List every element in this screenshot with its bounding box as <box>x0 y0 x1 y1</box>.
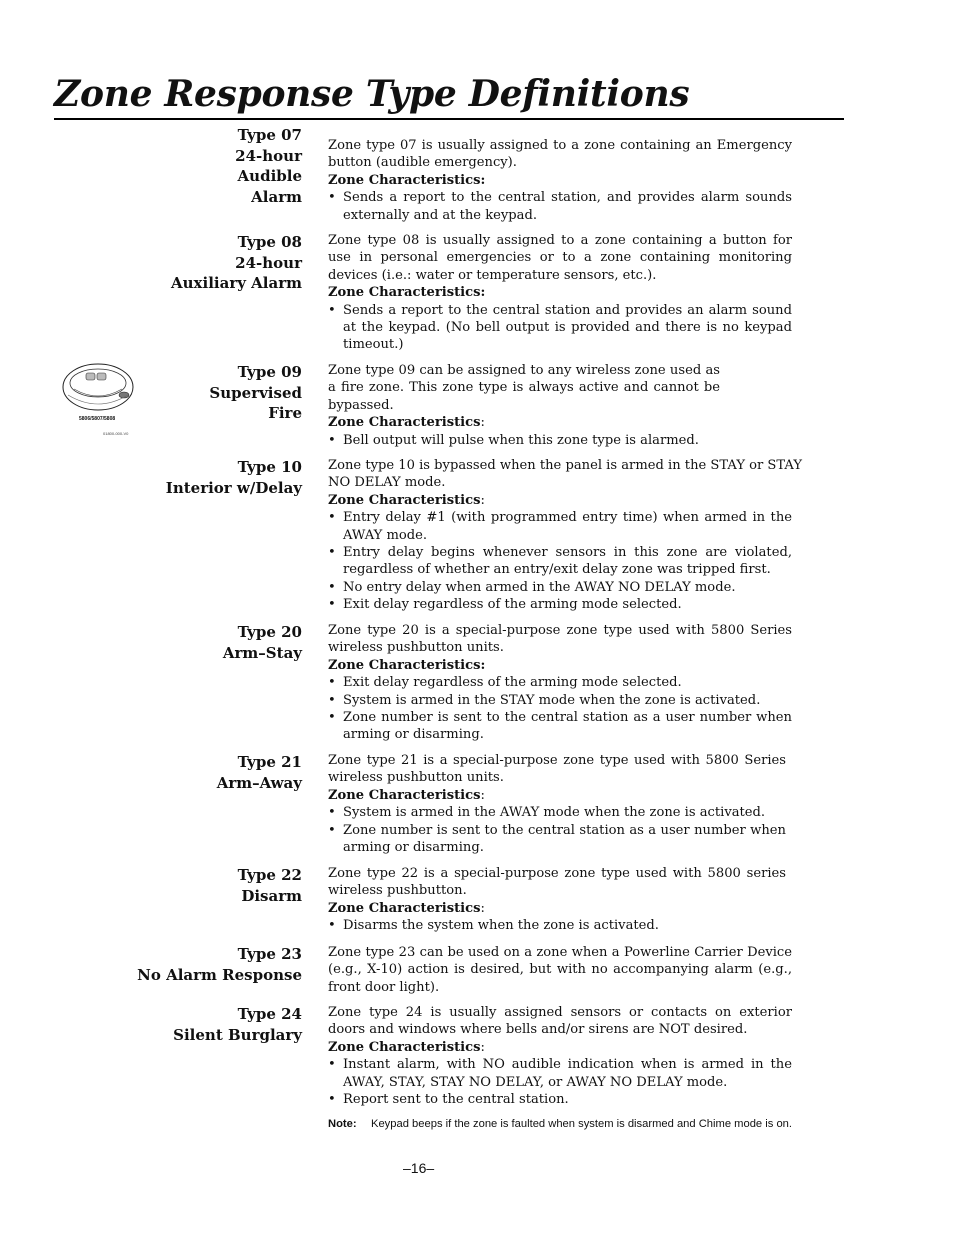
zone-type-body <box>328 622 792 744</box>
heading-line: Supervised <box>209 383 302 402</box>
zone-type-heading <box>235 125 302 207</box>
characteristics-list <box>328 674 792 744</box>
list-item: • No entry delay when armed in the AWAY NO DELAY mode. <box>328 579 792 596</box>
heading-line: Arm–Stay <box>222 643 302 662</box>
zone-type-heading <box>209 362 302 424</box>
heading-line: Arm–Away <box>216 773 302 792</box>
heading-line: Type 20 <box>237 623 302 641</box>
list-item: • Entry delay #1 (with programmed entry time) when armed in the AWAY mode. <box>328 509 792 544</box>
heading-line: Interior w/Delay <box>165 478 302 497</box>
zone-type-heading <box>223 622 302 663</box>
heading-line: Type 10 <box>237 458 302 476</box>
page-number: –16– <box>403 1160 435 1176</box>
zone-type-heading <box>217 752 302 793</box>
zone-type-body <box>328 944 792 996</box>
heading-line: 24-hour <box>235 146 302 165</box>
list-item: • Bell output will pulse when this zone type is alarmed. <box>328 432 720 449</box>
characteristics-list <box>328 1056 792 1108</box>
characteristics-list <box>328 509 792 613</box>
zone-type-heading <box>171 232 302 294</box>
zone-type-intro: Zone type 08 is usually assigned to a zone containing a button for use in personal emergencies or to a zone containing monitoring devices (i.e.: water or temperature sensors, etc.). <box>328 233 792 283</box>
zone-type-intro: Zone type 20 is a special-purpose zone type used with 5800 Series wireless pushbutton units. <box>328 623 792 656</box>
note-block <box>328 1117 794 1132</box>
zone-type-heading <box>173 1004 302 1045</box>
list-item: • System is armed in the STAY mode when the zone is activated. <box>328 692 792 709</box>
zone-type-body: Zone type 21 is a special-purpose zone type used with 5800 Series wireless pushbutton units. Zone Characteristics: • System is armed in the AWAY mode when the zone is activated. • Zone number is sent to the central station as a user number when arming or disarming. <box>328 752 786 856</box>
zone-characteristics-label: Zone Characteristics <box>328 492 481 508</box>
heading-line: Silent Burglary <box>173 1025 302 1044</box>
zone-characteristics-label: Zone Characteristics <box>328 787 481 803</box>
list-item: • Disarms the system when the zone is activated. <box>328 917 786 934</box>
zone-characteristics-label: Zone Characteristics: <box>328 172 486 188</box>
list-item: • System is armed in the AWAY mode when the zone is activated. <box>328 804 786 821</box>
list-item: • Exit delay regardless of the arming mode selected. <box>328 674 792 691</box>
list-item: • Sends a report to the central station and provides an alarm sound at the keypad. (No bell output is provided and there is no keypad timeout.) <box>328 302 792 354</box>
zone-characteristics-label: Zone Characteristics <box>328 415 481 431</box>
zone-characteristics-label: Zone Characteristics: <box>328 657 486 673</box>
zone-type-intro: Zone type 23 can be used on a zone when a Powerline Carrier Device (e.g., X-10) action is desired, but with no accompanying alarm (e.g., front door light). <box>328 945 792 995</box>
heading-line: Type 24 <box>237 1005 302 1023</box>
zone-type-heading <box>238 865 302 906</box>
heading-line: Alarm <box>251 187 302 206</box>
smoke-detector-figure <box>60 361 136 436</box>
zone-type-body: Zone type 09 can be assigned to any wireless zone used as a fire zone. This zone type is always active and cannot be bypassed. Zone Characteristics: • Bell output will pulse when this zone type is alarmed. <box>328 362 720 449</box>
zone-type-heading <box>137 944 302 985</box>
zone-type-body: Zone type 10 is bypassed when the panel is armed in the STAY or STAY NO DELAY mode. Zone Characteristics: • Entry delay #1 (with programmed entry time) when armed in the AWAY mode. • Entry delay begins whenever sensors in this zone are violated, regardless of whether an entry/exit delay zone was tripped first. • No entry delay when armed in the AWAY NO DELAY mode. • Exit delay regardless of the arming mode selected. <box>328 457 802 614</box>
list-item: • Zone number is sent to the central station as a user number when arming or disarming. <box>328 822 786 857</box>
zone-characteristics-label: Zone Characteristics <box>328 1039 481 1055</box>
list-item: • Sends a report to the central station, and provides alarm sounds externally and at the keypad. <box>328 189 792 224</box>
zone-type-intro: Zone type 24 is usually assigned sensors or contacts on exterior doors and windows where bells and/or sirens are NOT desired. <box>328 1005 792 1038</box>
zone-type-intro: Zone type 22 is a special-purpose zone type used with 5800 series wireless pushbutton. <box>328 866 786 899</box>
heading-line: Auxiliary Alarm <box>171 274 302 292</box>
heading-line: Type 07 <box>237 126 302 144</box>
heading-line: Type 22 <box>237 866 302 884</box>
zone-type-intro: Zone type 09 can be assigned to any wireless zone used as a fire zone. This zone type is always active and cannot be bypassed. <box>328 363 720 413</box>
characteristics-list <box>328 189 792 224</box>
list-item: • Instant alarm, with NO audible indication when is armed in the AWAY, STAY, STAY NO DELAY, or AWAY NO DELAY mode. <box>328 1056 792 1091</box>
figure-model-label: 5806/5807/5808 <box>79 416 116 422</box>
list-item: • Exit delay regardless of the arming mode selected. <box>328 596 792 613</box>
list-item: • Report sent to the central station. <box>328 1091 792 1108</box>
page-title: Zone Response Type Definitions <box>54 73 690 115</box>
list-item: • Zone number is sent to the central station as a user number when arming or disarming. <box>328 709 792 744</box>
zone-type-intro: Zone type 21 is a special-purpose zone type used with 5800 Series wireless pushbutton units. <box>328 753 786 786</box>
zone-type-body: Zone type 22 is a special-purpose zone type used with 5800 series wireless pushbutton. Zone Characteristics: • Disarms the system when the zone is activated. <box>328 865 786 935</box>
zone-type-body: Zone type 24 is usually assigned sensors or contacts on exterior doors and windows where bells and/or sirens are NOT desired. Zone Characteristics: • Instant alarm, with NO audible indication when is armed in the AWAY, STAY, STAY NO DELAY, or AWAY NO DELAY mode. • Report sent to the central station. <box>328 1004 792 1108</box>
zone-type-heading <box>166 457 302 498</box>
figure-drawing-code: 01800-000-V0 <box>103 431 129 436</box>
characteristics-list <box>328 432 720 449</box>
heading-line: Audible <box>237 167 302 185</box>
heading-line: Fire <box>268 404 302 422</box>
heading-line: Type 09 <box>237 363 302 381</box>
list-item: • Entry delay begins whenever sensors in this zone are violated, regardless of whether an entry/exit delay zone was tripped first. <box>328 544 792 579</box>
heading-line: 24-hour <box>235 253 302 272</box>
note-text: Keypad beeps if the zone is faulted when system is disarmed and Chime mode is on. <box>371 1118 793 1130</box>
zone-characteristics-label: Zone Characteristics: <box>328 285 486 301</box>
zone-characteristics-label: Zone Characteristics <box>328 900 481 916</box>
characteristics-list <box>328 917 786 934</box>
characteristics-list <box>328 804 786 856</box>
heading-line: Disarm <box>241 886 302 905</box>
title-rule <box>54 118 844 120</box>
zone-type-body <box>328 137 792 224</box>
heading-line: Type 21 <box>237 753 302 771</box>
zone-type-intro: Zone type 07 is usually assigned to a zone containing an Emergency button (audible emergency). <box>328 138 792 171</box>
heading-line: Type 08 <box>237 233 302 251</box>
zone-type-body <box>328 232 792 354</box>
note-label: Note: <box>328 1118 357 1130</box>
characteristics-list <box>328 302 792 354</box>
zone-type-intro: Zone type 10 is bypassed when the panel is armed in the STAY or STAY NO DELAY mode. <box>328 458 802 491</box>
heading-line: No Alarm Response <box>137 965 302 984</box>
heading-line: Type 23 <box>237 945 302 963</box>
smoke-detector-icon <box>60 361 136 413</box>
